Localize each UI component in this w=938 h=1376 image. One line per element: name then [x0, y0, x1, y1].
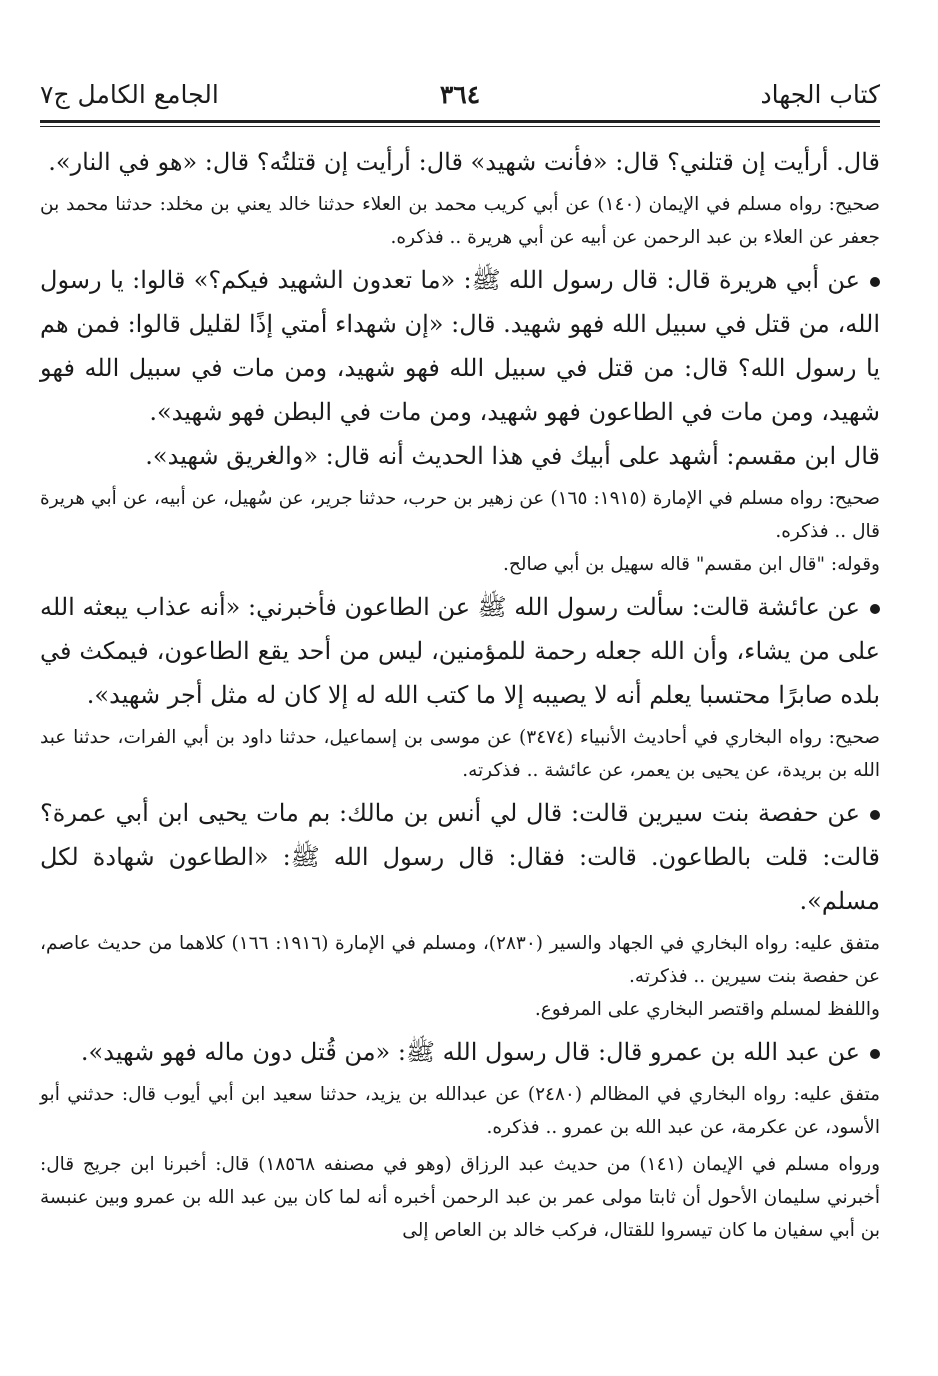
hadith-paragraph: [40, 1030, 880, 1074]
paragraph: [40, 140, 880, 184]
paragraph: [40, 434, 880, 478]
paragraph-text: صحيح: رواه البخاري في أحاديث الأنبياء (٣٤٧٤) عن موسى بن إسماعيل، حدثنا داود بن أبي الفرات، حدثنا عبد الله بن بريدة، عن يحيى بن يعمر، عن عائشة .. فذكرته.: [40, 727, 880, 781]
paragraph-text: عن حفصة بنت سيرين قالت: قال لي أنس بن مالك: بم مات يحيى ابن أبي عمرة؟ قالت: قلت بالطاعون. قالت: فقال: قال رسول الله ﷺ: «الطاعون شهادة لكل مسلم».: [40, 799, 880, 915]
paragraph-text: وقوله: "قال ابن مقسم" قاله سهيل بن أبي صالح.: [503, 554, 880, 575]
header-rule-thick: [40, 120, 880, 123]
page-body: [40, 140, 880, 1247]
header-rule-thin: [40, 126, 880, 127]
source-note: [40, 721, 880, 787]
paragraph-text: عن أبي هريرة قال: قال رسول الله ﷺ: «ما تعدون الشهيد فيكم؟» قالوا: يا رسول الله، من قتل في سبيل الله فهو شهيد. قال: «إن شهداء أمتي إذًا لقليل قالوا: فمن هم يا رسول الله؟ قال: من قتل في سبيل الله فهو شهيد، ومن مات في سبيل الله فهو شهيد، ومن مات في الطاعون فهو شهيد، ومن مات في البطن فهو شهيد».: [40, 266, 880, 426]
source-note: [40, 993, 880, 1026]
paragraph-text: صحيح: رواه مسلم في الإمارة (١٩١٥: ١٦٥) عن زهير بن حرب، حدثنا جرير، عن سُهيل، عن أبيه، عن أبي هريرة قال .. فذكره.: [40, 488, 880, 542]
paragraph-text: متفق عليه: رواه البخاري في الجهاد والسير (٢٨٣٠)، ومسلم في الإمارة (١٩١٦: ١٦٦) كلاهما من حديث عاصم، عن حفصة بنت سيرين .. فذكرته.: [40, 933, 880, 987]
hadith-paragraph: [40, 791, 880, 923]
bullet-icon: [870, 277, 880, 287]
header-book-section: كتاب الجهاد: [760, 80, 880, 109]
paragraph-text: قال. أرأيت إن قتلني؟ قال: «فأنت شهيد» قال: أرأيت إن قتلتُه؟ قال: «هو في النار».: [48, 148, 880, 176]
header-volume: الجامع الكامل ج٧: [40, 80, 219, 109]
hadith-paragraph: [40, 585, 880, 717]
paragraph-text: عن عائشة قالت: سألت رسول الله ﷺ عن الطاعون فأخبرني: «أنه عذاب يبعثه الله على من يشاء، وأن الله جعله رحمة للمؤمنين، ليس من أحد يقع الطاعون، فيمكث في بلده صابرًا محتسبا يعلم أنه لا يصيبه إلا ما كتب الله له إلا كان له مثل أجر شهيد».: [40, 593, 880, 709]
bullet-icon: [870, 604, 880, 614]
paragraph-text: عن عبد الله بن عمرو قال: قال رسول الله ﷺ: «من قُتل دون ماله فهو شهيد».: [80, 1038, 860, 1066]
source-note: [40, 1148, 880, 1247]
paragraph-text: ورواه مسلم في الإيمان (١٤١) من حديث عبد الرزاق (وهو في مصنفه ١٨٥٦٨) قال: أخبرنا ابن جريج قال: أخبرني سليمان الأحول أن ثابتا مولى عمر بن عبد الرحمن أخبره أنه لما كان بين عبد الله بن عمرو وبين عنبسة بن أبي سفيان ما كان تيسروا للقتال، فركب خالد بن العاص إلى: [40, 1154, 881, 1241]
source-note: [40, 548, 880, 581]
source-note: [40, 927, 880, 993]
header-page-number: ٣٦٤: [439, 80, 481, 109]
bullet-icon: [870, 1049, 880, 1059]
bullet-icon: [870, 810, 880, 820]
source-note: [40, 1078, 880, 1144]
paragraph-text: صحيح: رواه مسلم في الإيمان (١٤٠) عن أبي كريب محمد بن العلاء حدثنا خالد يعني بن مخلد: حدثنا محمد بن جعفر عن العلاء بن عبد الرحمن عن أبيه عن أبي هريرة .. فذكره.: [40, 194, 880, 248]
paragraph-text: واللفظ لمسلم واقتصر البخاري على المرفوع.: [534, 999, 880, 1020]
paragraph-text: متفق عليه: رواه البخاري في المظالم (٢٤٨٠) عن عبدالله بن يزيد، حدثنا سعيد ابن أبي أيوب قال: حدثني أبو الأسود، عن عكرمة، عن عبد الله بن عمرو .. فذكره.: [40, 1084, 880, 1138]
page-header: [40, 74, 880, 114]
hadith-paragraph: [40, 258, 880, 434]
source-note: [40, 482, 880, 548]
paragraph-text: قال ابن مقسم: أشهد على أبيك في هذا الحديث أنه قال: «والغريق شهيد».: [145, 442, 880, 470]
source-note: [40, 188, 880, 254]
